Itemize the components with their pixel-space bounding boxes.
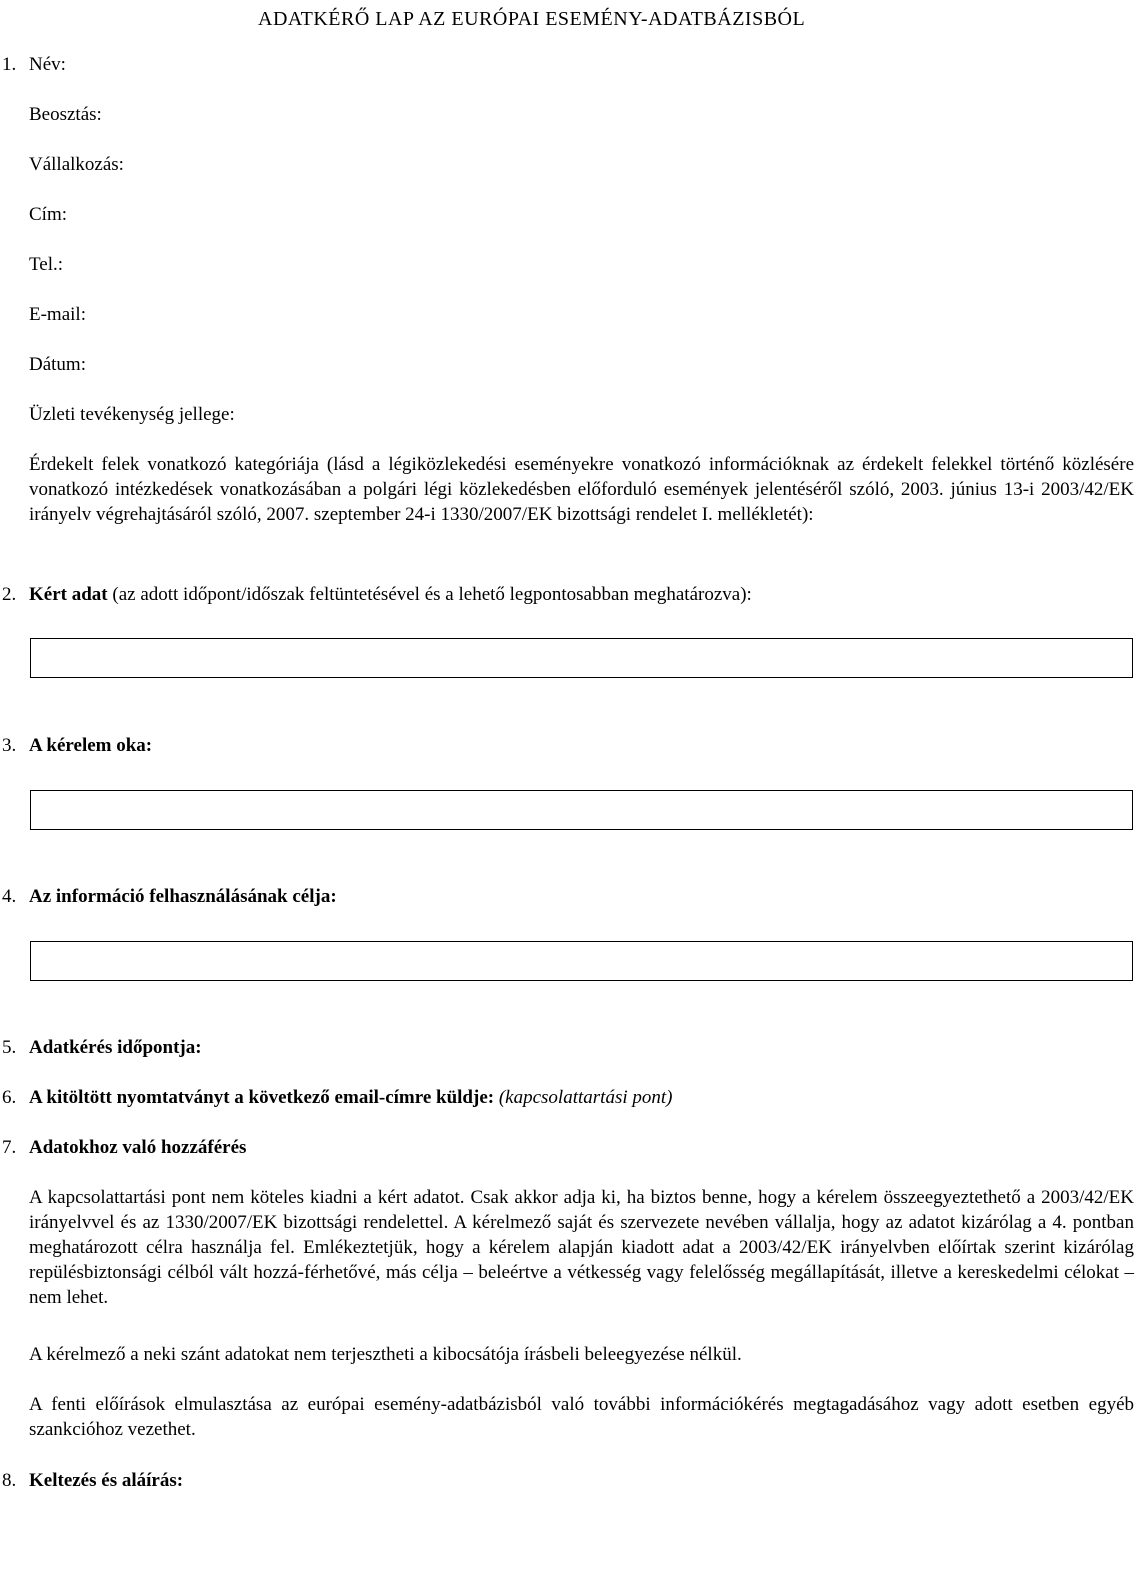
contact-point-note: (kapcsolattartási pont) <box>494 1087 673 1108</box>
section-3-number: 3. <box>2 735 17 756</box>
page-title: ADATKÉRŐ LAP AZ EURÓPAI ESEMÉNY-ADATBÁZISBÓL <box>258 8 806 30</box>
stakeholder-category-text: Érdekelt felek vonatkozó kategóriája (lásd a légiközlekedési eseményekre vonatkozó információknak az érdekelt felekkel történő közlésére vonatkozó intézkedések vonatkozásában a polgári légi közlekedésben előforduló események jelentéséről szóló, 2003. június 13-i 2003/42/EK irányelv végrehajtásáról szóló, 2007. szeptember 24-i 1330/2007/EK bizottsági rendelet I. mellékletét): <box>29 454 1134 525</box>
data-access-paragraph-2: A kérelmező a neki szánt adatokat nem terjesztheti a kibocsátója írásbeli beleegyezése nélkül. <box>29 1344 742 1365</box>
field-company-label: Vállalkozás: <box>29 154 124 175</box>
field-phone-label: Tel.: <box>29 254 64 275</box>
request-reason-label: A kérelem oka: <box>29 735 153 756</box>
field-business-label: Üzleti tevékenység jellege: <box>29 404 235 425</box>
section-2-number: 2. <box>2 584 17 605</box>
request-date-label: Adatkérés időpontja: <box>29 1037 202 1058</box>
section-6-number: 6. <box>2 1087 17 1108</box>
section-8-number: 8. <box>2 1470 17 1491</box>
request-reason-box[interactable] <box>30 790 1133 830</box>
requested-data-box[interactable] <box>30 638 1133 678</box>
section-2-heading <box>29 582 752 608</box>
requested-data-note: (az adott időpont/időszak feltüntetésével és a lehető legpontosabban meghatározva): <box>107 584 752 605</box>
field-email-label: E-mail: <box>29 304 86 325</box>
section-7-number: 7. <box>2 1137 17 1158</box>
data-access-paragraph-3: A fenti előírások elmulasztása az európai esemény-adatbázisból való további információkérés megtagadásához vagy adott esetben egyéb szankcióhoz vezethet. <box>29 1394 1134 1440</box>
section-4-number: 4. <box>2 886 17 907</box>
section-5-number: 5. <box>2 1037 17 1058</box>
field-position-label: Beosztás: <box>29 104 102 125</box>
data-access-paragraph-1: A kapcsolattartási pont nem köteles kiadni a kért adatot. Csak akkor adja ki, ha biztos benne, hogy a kérelem összeegyeztethető a 2003/42/EK irányelvvel és az 1330/2007/EK bizottsági rendelettel. A kérelmező saját és szervezete nevében vállalja, hogy az adatot kizárólag a 4. pontban meghatározott célra használja fel. Emlékeztetjük, hogy a kérelem alapján kiadott adat a 2003/42/EK irányelvben előírtak szerint kizárólag repülésbiztonsági célból vált hozzá-férhetővé, más célja – beleértve a vétkesség vagy felelősség megállapítását, illetve a kereskedelmi célokat – nem lehet. <box>29 1187 1134 1308</box>
usage-purpose-box[interactable] <box>30 941 1133 981</box>
field-name-label: Név: <box>29 54 66 75</box>
field-date-label: Dátum: <box>29 354 86 375</box>
data-access-heading: Adatokhoz való hozzáférés <box>29 1137 247 1158</box>
send-to-email-label: A kitöltött nyomtatványt a következő email-címre küldje: <box>29 1087 495 1108</box>
section-1-number: 1. <box>2 54 17 75</box>
section-6-heading <box>29 1085 672 1111</box>
requested-data-label: Kért adat <box>29 584 108 605</box>
field-address-label: Cím: <box>29 204 68 225</box>
date-signature-label: Keltezés és aláírás: <box>29 1470 184 1491</box>
usage-purpose-label: Az információ felhasználásának célja: <box>29 886 337 907</box>
